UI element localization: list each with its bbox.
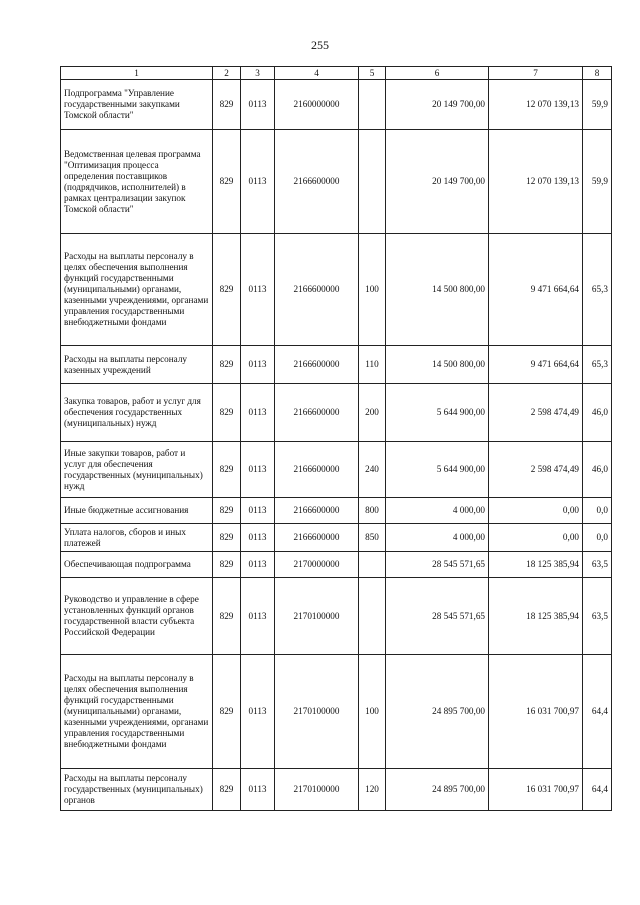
row-target: 2170100000 [275,655,359,769]
table-row [61,346,612,384]
header-cell: 6 [386,67,489,80]
row-name: Подпрограмма "Управление государственными закупками Томской области" [61,80,213,130]
row-pct: 63,5 [583,552,612,578]
table-row [61,80,612,130]
row-fact: 2 598 474,49 [489,442,583,498]
row-plan: 24 895 700,00 [386,769,489,811]
row-plan: 28 545 571,65 [386,578,489,655]
row-target: 2166600000 [275,442,359,498]
row-pct: 59,9 [583,80,612,130]
row-code: 829 [213,442,241,498]
row-code: 829 [213,346,241,384]
row-pct: 64,4 [583,655,612,769]
row-plan: 5 644 900,00 [386,442,489,498]
header-cell: 1 [61,67,213,80]
row-target: 2166600000 [275,384,359,442]
row-plan: 14 500 800,00 [386,234,489,346]
row-fact: 18 125 385,94 [489,578,583,655]
row-section: 0113 [241,234,275,346]
row-plan: 5 644 900,00 [386,384,489,442]
row-plan: 28 545 571,65 [386,552,489,578]
row-plan: 24 895 700,00 [386,655,489,769]
row-plan: 4 000,00 [386,498,489,524]
budget-table [60,66,612,811]
row-code: 829 [213,769,241,811]
row-pct: 46,0 [583,384,612,442]
row-pct: 0,0 [583,524,612,552]
row-section: 0113 [241,578,275,655]
table-row [61,769,612,811]
row-code: 829 [213,578,241,655]
row-target: 2170100000 [275,578,359,655]
row-code: 829 [213,552,241,578]
row-target: 2166600000 [275,346,359,384]
table-row [61,655,612,769]
row-target: 2166600000 [275,130,359,234]
row-type: 200 [359,384,386,442]
row-section: 0113 [241,80,275,130]
row-section: 0113 [241,442,275,498]
header-cell: 5 [359,67,386,80]
row-fact: 12 070 139,13 [489,130,583,234]
row-name: Руководство и управление в сфере установленных функций органов государственной власти субъекта Российской Федерации [61,578,213,655]
header-cell: 3 [241,67,275,80]
table-row [61,130,612,234]
row-target: 2166600000 [275,524,359,552]
row-name: Расходы на выплаты персоналу казенных учреждений [61,346,213,384]
row-fact: 16 031 700,97 [489,655,583,769]
row-code: 829 [213,655,241,769]
row-pct: 63,5 [583,578,612,655]
row-plan: 4 000,00 [386,524,489,552]
row-fact: 0,00 [489,524,583,552]
row-plan: 14 500 800,00 [386,346,489,384]
row-fact: 12 070 139,13 [489,80,583,130]
row-section: 0113 [241,346,275,384]
table-row [61,552,612,578]
row-code: 829 [213,130,241,234]
row-section: 0113 [241,524,275,552]
header-cell: 7 [489,67,583,80]
row-code: 829 [213,498,241,524]
row-pct: 59,9 [583,130,612,234]
row-plan: 20 149 700,00 [386,130,489,234]
header-row [61,67,612,80]
row-section: 0113 [241,498,275,524]
row-type: 800 [359,498,386,524]
table-row [61,578,612,655]
row-fact: 18 125 385,94 [489,552,583,578]
row-type [359,552,386,578]
row-section: 0113 [241,655,275,769]
row-name: Иные бюджетные ассигнования [61,498,213,524]
table-row [61,524,612,552]
row-target: 2160000000 [275,80,359,130]
row-name: Уплата налогов, сборов и иных платежей [61,524,213,552]
row-fact: 2 598 474,49 [489,384,583,442]
row-type [359,130,386,234]
table-row [61,442,612,498]
page-number: 255 [311,38,329,52]
header-cell: 8 [583,67,612,80]
row-section: 0113 [241,769,275,811]
row-code: 829 [213,80,241,130]
row-code: 829 [213,384,241,442]
row-target: 2166600000 [275,234,359,346]
row-section: 0113 [241,552,275,578]
row-type: 120 [359,769,386,811]
row-code: 829 [213,524,241,552]
row-name: Расходы на выплаты персоналу в целях обеспечения выполнения функций государственными (муниципальными) органами, казенными учреждениями, органами управления государственными внебюджетными фондами [61,234,213,346]
row-code: 829 [213,234,241,346]
row-type: 850 [359,524,386,552]
row-pct: 65,3 [583,346,612,384]
row-fact: 9 471 664,64 [489,346,583,384]
row-name: Закупка товаров, работ и услуг для обеспечения государственных (муниципальных) нужд [61,384,213,442]
row-target: 2170000000 [275,552,359,578]
row-name: Обеспечивающая подпрограмма [61,552,213,578]
row-fact: 16 031 700,97 [489,769,583,811]
row-type: 110 [359,346,386,384]
row-fact: 9 471 664,64 [489,234,583,346]
row-type [359,578,386,655]
row-type [359,80,386,130]
row-target: 2166600000 [275,498,359,524]
row-pct: 65,3 [583,234,612,346]
row-name: Расходы на выплаты персоналу в целях обеспечения выполнения функций государственными (муниципальными) органами, казенными учреждениями, органами управления государственными внебюджетными фондами [61,655,213,769]
row-target: 2170100000 [275,769,359,811]
row-name: Ведомственная целевая программа "Оптимизация процесса определения поставщиков (подрядчиков, исполнителей) в рамках централизации закупок Томской области" [61,130,213,234]
header-cell: 2 [213,67,241,80]
row-pct: 0,0 [583,498,612,524]
row-pct: 46,0 [583,442,612,498]
row-section: 0113 [241,130,275,234]
table-row [61,234,612,346]
header-cell: 4 [275,67,359,80]
row-name: Иные закупки товаров, работ и услуг для обеспечения государственных (муниципальных) нужд [61,442,213,498]
row-name: Расходы на выплаты персоналу государственных (муниципальных) органов [61,769,213,811]
row-type: 100 [359,655,386,769]
table-row [61,384,612,442]
row-type: 100 [359,234,386,346]
row-plan: 20 149 700,00 [386,80,489,130]
table-row [61,498,612,524]
row-fact: 0,00 [489,498,583,524]
row-pct: 64,4 [583,769,612,811]
row-type: 240 [359,442,386,498]
row-section: 0113 [241,384,275,442]
